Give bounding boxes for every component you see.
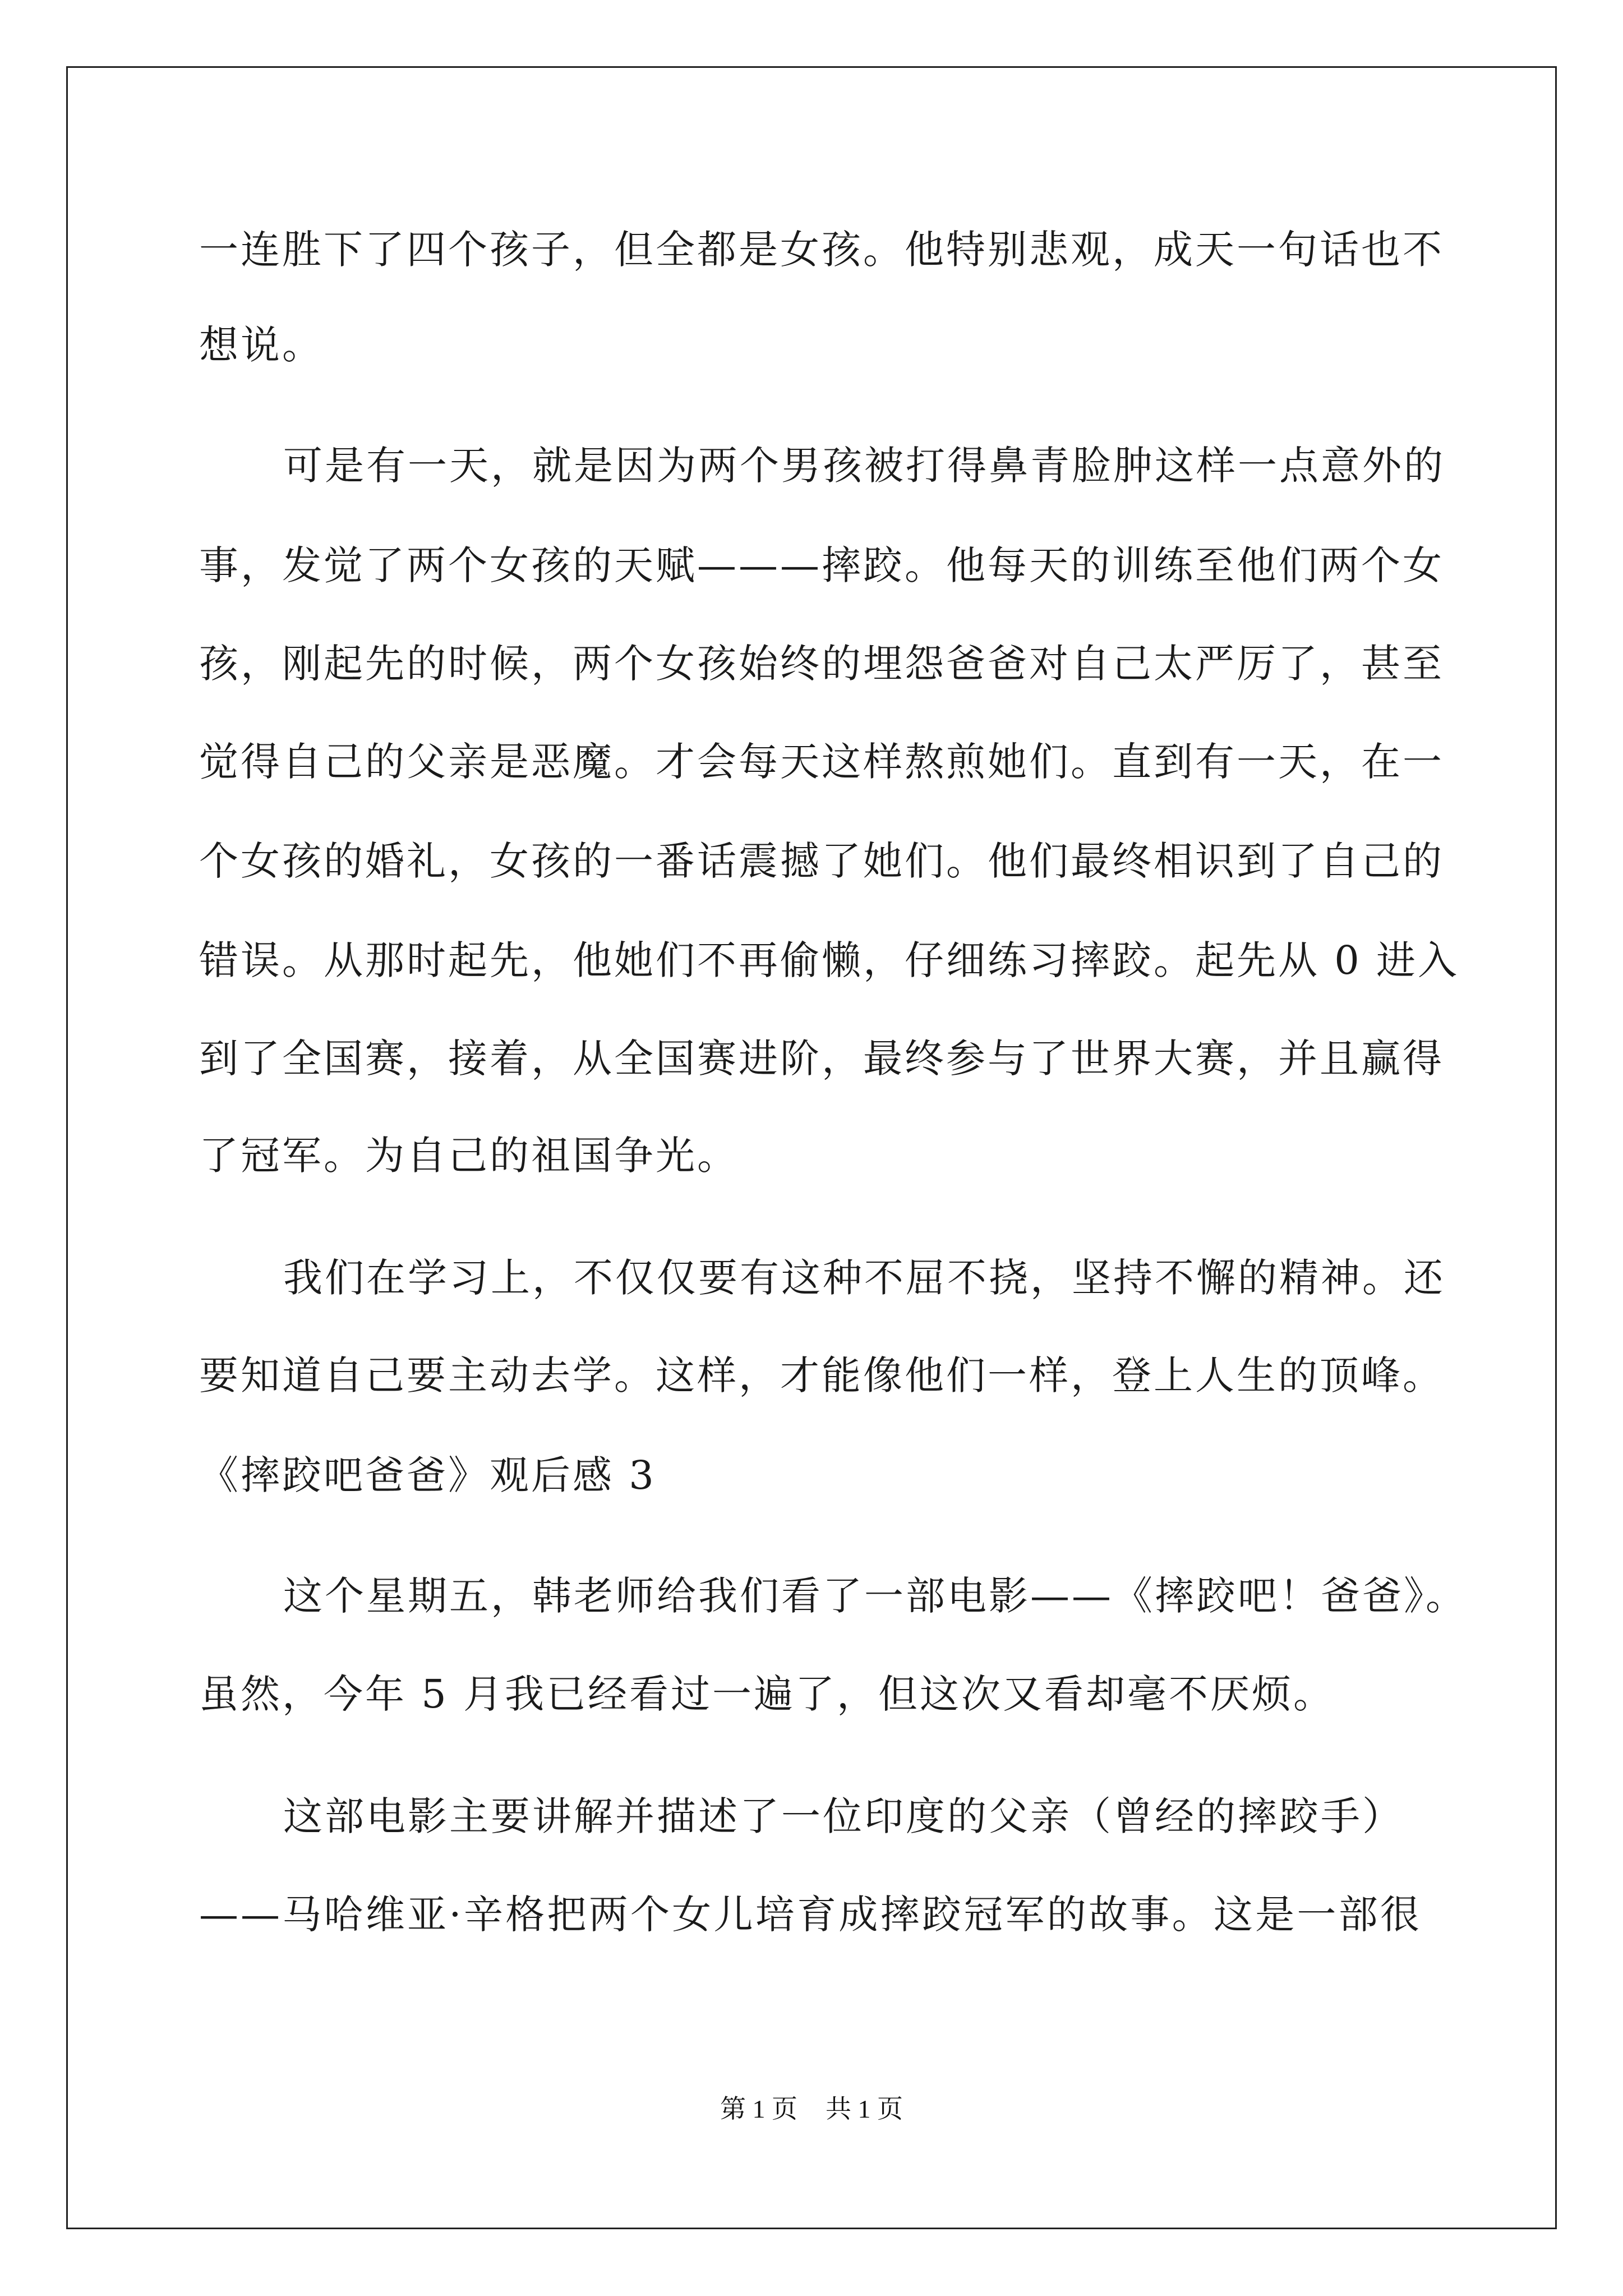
paragraph-line: 事，发觉了两个女孩的天赋———摔跤。他每天的训练至他们两个女 bbox=[199, 542, 1444, 588]
paragraph-line: 了冠军。为自己的祖国争光。 bbox=[199, 1133, 739, 1179]
paragraph-line: ——马哈维亚·辛格把两个女儿培育成摔跤冠军的故事。这是一部很 bbox=[199, 1892, 1422, 1938]
section-heading: 《摔跤吧爸爸》观后感 3 bbox=[199, 1452, 656, 1498]
paragraph-line: 觉得自己的父亲是恶魔。才会每天这样熬煎她们。直到有一天，在一 bbox=[199, 739, 1444, 785]
paragraph-line: 错误。从那时起先，他她们不再偷懒，仔细练习摔跤。起先从 0 进入 bbox=[199, 937, 1460, 983]
paragraph-line: 要知道自己要主动去学。这样，才能像他们一样，登上人生的顶峰。 bbox=[199, 1352, 1444, 1398]
paragraph-line: 虽然，今年 5 月我已经看过一遍了，但这次又看却毫不厌烦。 bbox=[199, 1671, 1335, 1717]
paragraph-line: 想说。 bbox=[199, 322, 324, 368]
paragraph-line: 个女孩的婚礼，女孩的一番话震撼了她们。他们最终相识到了自己的 bbox=[199, 838, 1444, 884]
page-number: 第 1 页 bbox=[720, 2095, 797, 2123]
paragraph-line: 到了全国赛，接着，从全国赛进阶，最终参与了世界大赛，并且赢得 bbox=[199, 1036, 1444, 1082]
page-total: 共 1 页 bbox=[826, 2095, 903, 2123]
paragraph-line: 孩，刚起先的时候，两个女孩始终的埋怨爸爸对自己太严厉了，甚至 bbox=[199, 641, 1444, 687]
page-footer bbox=[0, 2092, 1623, 2126]
paragraph-line: 可是有一天，就是因为两个男孩被打得鼻青脸肿这样一点意外的 bbox=[283, 443, 1445, 489]
paragraph-line: 我们在学习上，不仅仅要有这种不屈不挠，坚持不懈的精神。还 bbox=[283, 1255, 1445, 1301]
paragraph-line: 这个星期五，韩老师给我们看了一部电影——《摔跤吧！爸爸》。 bbox=[283, 1573, 1467, 1619]
paragraph-line: 一连胜下了四个孩子，但全都是女孩。他特别悲观，成天一句话也不 bbox=[199, 227, 1444, 273]
paragraph-line: 这部电影主要讲解并描述了一位印度的父亲（曾经的摔跤手） bbox=[283, 1793, 1404, 1839]
